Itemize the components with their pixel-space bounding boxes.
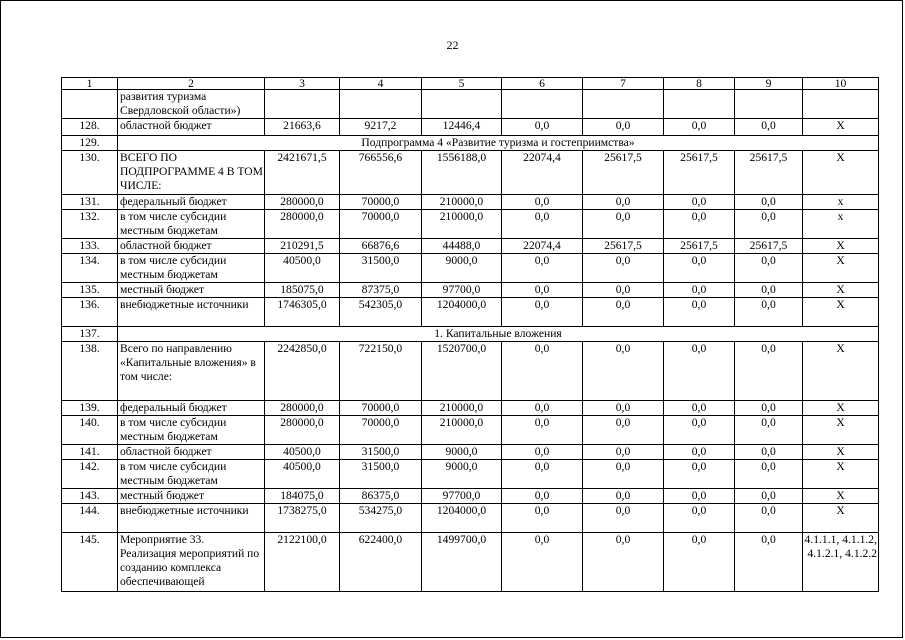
target-cell: X: [803, 489, 879, 504]
column-header: 10: [803, 78, 879, 90]
value-cell: 766556,6: [340, 151, 422, 195]
value-cell: 0,0: [502, 298, 583, 327]
row-name: внебюджетные источники: [118, 504, 265, 533]
value-cell: 0,0: [502, 195, 583, 210]
table-row: [62, 195, 879, 210]
value-cell: 210291,5: [265, 239, 340, 254]
value-cell: 70000,0: [340, 195, 422, 210]
value-cell: 0,0: [664, 504, 735, 533]
target-cell: 4.1.1.1, 4.1.1.2, 4.1.2.1, 4.1.2.2: [803, 533, 879, 592]
target-cell: X: [803, 504, 879, 533]
value-cell: 0,0: [735, 416, 803, 445]
value-cell: 0,0: [583, 298, 664, 327]
row-number: 138.: [62, 342, 118, 401]
header-row: [62, 78, 879, 90]
target-cell: X: [803, 401, 879, 416]
value-cell: 9000,0: [422, 445, 502, 460]
value-cell: 0,0: [735, 283, 803, 298]
value-cell: 0,0: [735, 210, 803, 239]
target-cell: [803, 90, 879, 119]
table-row: [62, 445, 879, 460]
target-cell: X: [803, 460, 879, 489]
value-cell: 0,0: [664, 416, 735, 445]
value-cell: 0,0: [735, 533, 803, 592]
row-number: 141.: [62, 445, 118, 460]
row-number: 145.: [62, 533, 118, 592]
row-name: в том числе субсидии местным бюджетам: [118, 254, 265, 283]
value-cell: 1746305,0: [265, 298, 340, 327]
column-header: 4: [340, 78, 422, 90]
value-cell: 184075,0: [265, 489, 340, 504]
value-cell: 2421671,5: [265, 151, 340, 195]
value-cell: 1520700,0: [422, 342, 502, 401]
value-cell: 280000,0: [265, 210, 340, 239]
value-cell: 0,0: [583, 489, 664, 504]
page-number: 22: [446, 38, 459, 52]
value-cell: 9217,2: [340, 119, 422, 136]
row-number: 139.: [62, 401, 118, 416]
budget-table: [61, 77, 879, 592]
value-cell: 0,0: [583, 401, 664, 416]
table-row: [62, 90, 879, 119]
value-cell: 22074,4: [502, 151, 583, 195]
value-cell: 0,0: [664, 298, 735, 327]
table-row: [62, 254, 879, 283]
value-cell: 0,0: [664, 342, 735, 401]
value-cell: 0,0: [583, 119, 664, 136]
value-cell: 0,0: [664, 489, 735, 504]
value-cell: 0,0: [583, 195, 664, 210]
value-cell: 97700,0: [422, 489, 502, 504]
value-cell: [664, 90, 735, 119]
value-cell: 2122100,0: [265, 533, 340, 592]
value-cell: [502, 90, 583, 119]
column-header: 8: [664, 78, 735, 90]
value-cell: 0,0: [664, 195, 735, 210]
value-cell: 0,0: [583, 504, 664, 533]
value-cell: 0,0: [664, 210, 735, 239]
value-cell: 280000,0: [265, 195, 340, 210]
value-cell: 40500,0: [265, 445, 340, 460]
row-number: [62, 90, 118, 119]
value-cell: 0,0: [735, 489, 803, 504]
value-cell: 0,0: [502, 416, 583, 445]
value-cell: 210000,0: [422, 416, 502, 445]
value-cell: 0,0: [735, 254, 803, 283]
value-cell: 22074,4: [502, 239, 583, 254]
value-cell: 0,0: [664, 445, 735, 460]
target-cell: x: [803, 210, 879, 239]
value-cell: 0,0: [664, 533, 735, 592]
column-header: 1: [62, 78, 118, 90]
row-name: федеральный бюджет: [118, 195, 265, 210]
value-cell: 66876,6: [340, 239, 422, 254]
value-cell: 1556188,0: [422, 151, 502, 195]
section-title: 1. Капитальные вложения: [118, 327, 879, 342]
section-row: [62, 327, 879, 342]
row-name: местный бюджет: [118, 489, 265, 504]
target-cell: x: [803, 195, 879, 210]
row-number: 142.: [62, 460, 118, 489]
value-cell: 210000,0: [422, 210, 502, 239]
value-cell: [583, 90, 664, 119]
row-number: 143.: [62, 489, 118, 504]
value-cell: 87375,0: [340, 283, 422, 298]
target-cell: X: [803, 445, 879, 460]
value-cell: 25617,5: [664, 239, 735, 254]
row-number: 129.: [62, 136, 118, 151]
row-name: в том числе субсидии местным бюджетам: [118, 416, 265, 445]
value-cell: 31500,0: [340, 445, 422, 460]
row-number: 132.: [62, 210, 118, 239]
row-number: 137.: [62, 327, 118, 342]
value-cell: 70000,0: [340, 210, 422, 239]
row-name: областной бюджет: [118, 239, 265, 254]
value-cell: 0,0: [664, 254, 735, 283]
column-header: 2: [118, 78, 265, 90]
value-cell: 0,0: [583, 416, 664, 445]
value-cell: 0,0: [583, 283, 664, 298]
value-cell: 21663,6: [265, 119, 340, 136]
row-number: 144.: [62, 504, 118, 533]
value-cell: 0,0: [735, 504, 803, 533]
value-cell: 722150,0: [340, 342, 422, 401]
value-cell: 0,0: [502, 283, 583, 298]
row-number: 135.: [62, 283, 118, 298]
table-row: [62, 460, 879, 489]
value-cell: 0,0: [583, 210, 664, 239]
column-header: 6: [502, 78, 583, 90]
value-cell: 40500,0: [265, 460, 340, 489]
row-name: Всего по направлению «Капитальные вложения» в том числе:: [118, 342, 265, 401]
table-row: [62, 342, 879, 401]
value-cell: 1204000,0: [422, 298, 502, 327]
table-row: [62, 210, 879, 239]
table-row: [62, 401, 879, 416]
value-cell: 86375,0: [340, 489, 422, 504]
value-cell: 0,0: [735, 460, 803, 489]
value-cell: 25617,5: [583, 239, 664, 254]
value-cell: 0,0: [583, 342, 664, 401]
value-cell: 534275,0: [340, 504, 422, 533]
value-cell: 0,0: [664, 283, 735, 298]
value-cell: 0,0: [502, 445, 583, 460]
value-cell: [735, 90, 803, 119]
value-cell: 31500,0: [340, 460, 422, 489]
section-title: Подпрограмма 4 «Развитие туризма и гостеприимства»: [118, 136, 879, 151]
row-number: 130.: [62, 151, 118, 195]
value-cell: 0,0: [502, 460, 583, 489]
column-header: 3: [265, 78, 340, 90]
table-row: [62, 533, 879, 592]
value-cell: 0,0: [583, 445, 664, 460]
table-row: [62, 416, 879, 445]
row-name: местный бюджет: [118, 283, 265, 298]
value-cell: 25617,5: [583, 151, 664, 195]
value-cell: 0,0: [502, 401, 583, 416]
value-cell: 0,0: [502, 489, 583, 504]
value-cell: 9000,0: [422, 460, 502, 489]
table-row: [62, 283, 879, 298]
value-cell: 31500,0: [340, 254, 422, 283]
target-cell: X: [803, 416, 879, 445]
value-cell: 185075,0: [265, 283, 340, 298]
row-name: в том числе субсидии местным бюджетам: [118, 460, 265, 489]
value-cell: 542305,0: [340, 298, 422, 327]
target-cell: X: [803, 283, 879, 298]
value-cell: 1204000,0: [422, 504, 502, 533]
value-cell: 40500,0: [265, 254, 340, 283]
value-cell: 0,0: [735, 401, 803, 416]
target-cell: X: [803, 119, 879, 136]
row-number: 128.: [62, 119, 118, 136]
value-cell: 25617,5: [735, 239, 803, 254]
row-name: областной бюджет: [118, 445, 265, 460]
value-cell: 0,0: [735, 445, 803, 460]
target-cell: X: [803, 298, 879, 327]
value-cell: 0,0: [502, 504, 583, 533]
target-cell: X: [803, 151, 879, 195]
table-row: [62, 504, 879, 533]
row-number: 136.: [62, 298, 118, 327]
value-cell: 280000,0: [265, 416, 340, 445]
value-cell: 1738275,0: [265, 504, 340, 533]
column-header: 7: [583, 78, 664, 90]
value-cell: 9000,0: [422, 254, 502, 283]
table-row: [62, 119, 879, 136]
value-cell: 44488,0: [422, 239, 502, 254]
value-cell: 0,0: [664, 401, 735, 416]
column-header: 9: [735, 78, 803, 90]
value-cell: 0,0: [502, 342, 583, 401]
value-cell: 622400,0: [340, 533, 422, 592]
value-cell: 70000,0: [340, 401, 422, 416]
value-cell: 0,0: [735, 298, 803, 327]
row-name: в том числе субсидии местным бюджетам: [118, 210, 265, 239]
section-row: [62, 136, 879, 151]
value-cell: 0,0: [735, 342, 803, 401]
target-cell: X: [803, 239, 879, 254]
value-cell: [422, 90, 502, 119]
column-header: 5: [422, 78, 502, 90]
value-cell: 97700,0: [422, 283, 502, 298]
value-cell: 25617,5: [735, 151, 803, 195]
value-cell: 280000,0: [265, 401, 340, 416]
value-cell: 25617,5: [664, 151, 735, 195]
row-name: внебюджетные источники: [118, 298, 265, 327]
value-cell: 0,0: [735, 119, 803, 136]
table-row: [62, 151, 879, 195]
value-cell: 0,0: [502, 533, 583, 592]
value-cell: 0,0: [583, 460, 664, 489]
value-cell: 0,0: [502, 119, 583, 136]
value-cell: 0,0: [664, 460, 735, 489]
row-number: 134.: [62, 254, 118, 283]
value-cell: 2242850,0: [265, 342, 340, 401]
row-name: ВСЕГО ПО ПОДПРОГРАММЕ 4 В ТОМ ЧИСЛЕ:: [118, 151, 265, 195]
value-cell: 12446,4: [422, 119, 502, 136]
value-cell: 0,0: [502, 254, 583, 283]
row-number: 140.: [62, 416, 118, 445]
value-cell: [265, 90, 340, 119]
row-name: Мероприятие 33. Реализация мероприятий по созданию комплекса обеспечивающей: [118, 533, 265, 592]
target-cell: X: [803, 342, 879, 401]
table-row: [62, 489, 879, 504]
value-cell: 210000,0: [422, 401, 502, 416]
value-cell: [340, 90, 422, 119]
row-name: федеральный бюджет: [118, 401, 265, 416]
value-cell: 1499700,0: [422, 533, 502, 592]
row-number: 131.: [62, 195, 118, 210]
value-cell: 0,0: [735, 195, 803, 210]
target-cell: X: [803, 254, 879, 283]
value-cell: 0,0: [664, 119, 735, 136]
value-cell: 0,0: [502, 210, 583, 239]
row-number: 133.: [62, 239, 118, 254]
value-cell: 0,0: [583, 533, 664, 592]
row-name: областной бюджет: [118, 119, 265, 136]
value-cell: 0,0: [583, 254, 664, 283]
table-row: [62, 239, 879, 254]
row-name: развития туризма Свердловской области»): [118, 90, 265, 119]
table-row: [62, 298, 879, 327]
value-cell: 210000,0: [422, 195, 502, 210]
value-cell: 70000,0: [340, 416, 422, 445]
